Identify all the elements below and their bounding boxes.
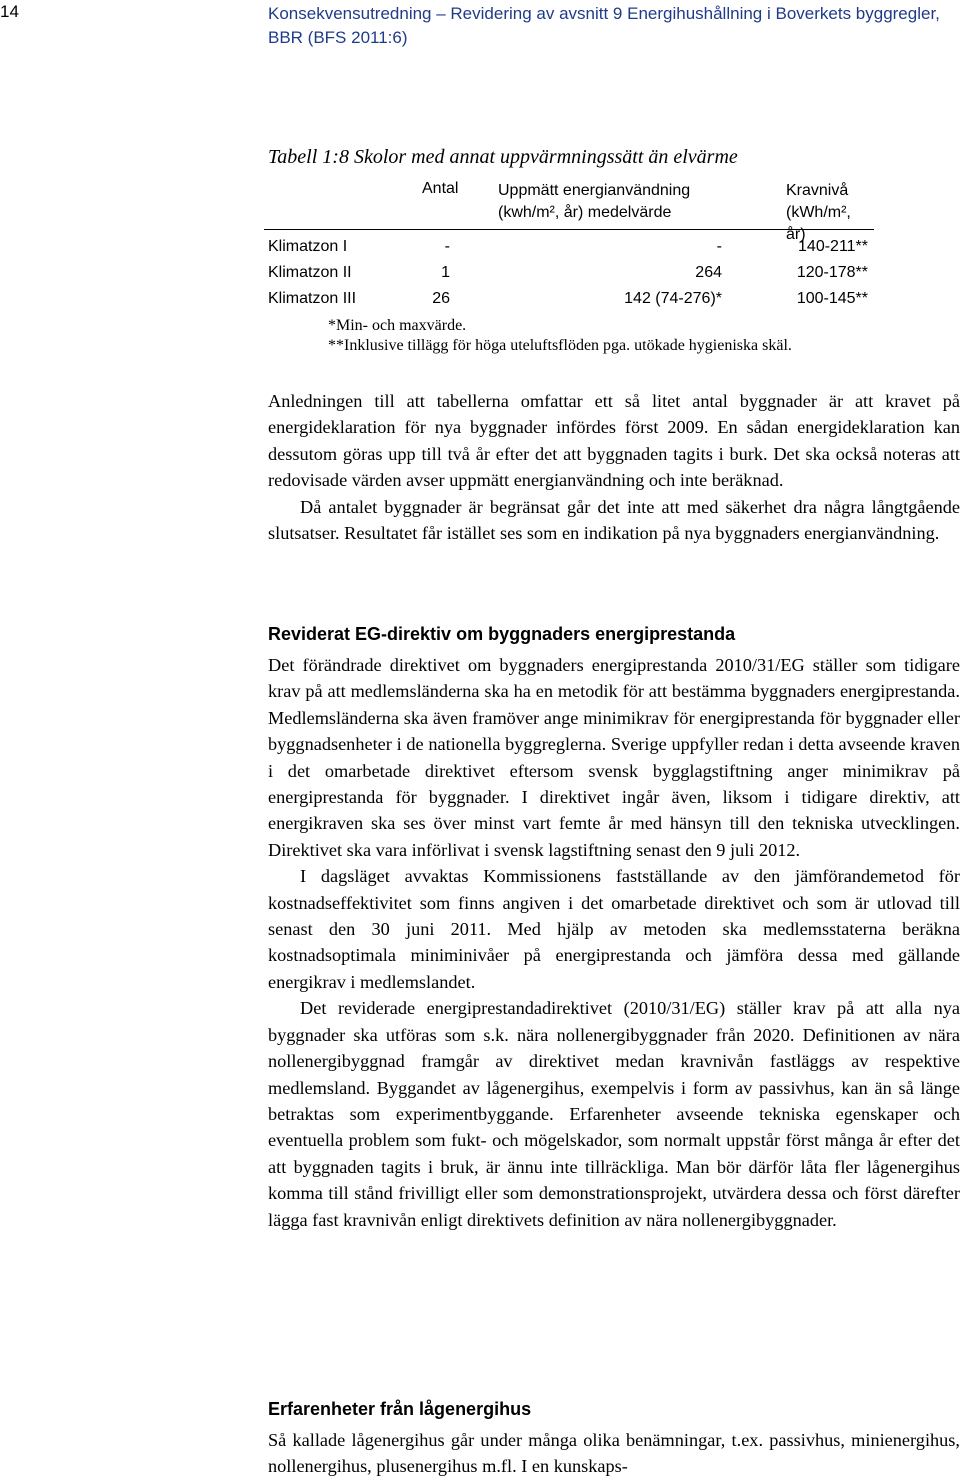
paragraph: Så kallade lågenergihus går under många olika benämningar, t.ex. passivhus, minienergihus, nollenergihus, plusenergihus m.fl. I en kunskaps- xyxy=(268,1430,960,1477)
row-kravniva: 100-145** xyxy=(796,290,868,307)
section-heading: Reviderat EG-direktiv om byggnaders energiprestanda xyxy=(268,624,736,644)
body-section-2 xyxy=(268,652,960,1233)
row-antal: 26 xyxy=(432,290,450,307)
column-header-kravniva-line-2: (kWh/m², år) xyxy=(786,204,851,243)
row-uppmatt: - xyxy=(716,238,722,255)
row-antal: 1 xyxy=(441,264,450,281)
running-head-line-1: Konsekvensutredning – Revidering av avsnitt 9 Energihushållning i Boverkets byggregler, xyxy=(268,4,940,23)
column-header-uppmatt-line-1: Uppmätt energianvändning xyxy=(498,182,691,199)
row-kravniva: 120-178** xyxy=(796,264,868,281)
table-row xyxy=(264,238,874,264)
column-header-uppmatt xyxy=(498,180,690,224)
row-label: Klimatzon II xyxy=(268,264,352,281)
running-head xyxy=(268,2,948,50)
row-label: Klimatzon III xyxy=(268,290,357,307)
table-row xyxy=(264,264,874,290)
paragraph: Det reviderade energiprestandadirektivet (2010/31/EG) ställer krav på att alla nya byggnader ska utföras som s.k. nära nollenergibyggnader från 2020. Definitionen av nära nollenergibyggnad framgår av direktivet medan kravnivån fastläggs av respektive medlemsland. Byggandet av lågenergihus, exempelvis i form av passivhus, kan än så länge betraktas som experimentbyggande. Erfarenheter avseende tekniska egenskaper och eventuella problem som fukt- och mögelskador, som normalt uppstår först många år efter det att byggnaden tagits i bruk, är ännu inte tillräckliga. Man bör därför låta fler lågenergihus komma till stånd frivilligt eller som demonstrationsprojekt, utvärdera dessa och först därefter lägga fast kravnivån enligt direktivets definition av nära nollenergibyggnader. xyxy=(268,998,960,1230)
paragraph: Det förändrade direktivet om byggnaders energiprestanda 2010/31/EG ställer som tidigare krav på att medlemsländerna ska ha en metodik för att bestämma byggnaders energiprestanda. Medlemsländerna ska även framöver ange minimikrav för energiprestanda för byggnader eller byggnadsenheter i de nationella byggreglerna. Sverige uppfyller redan i detta avseende kraven i det omarbetade direktivet eftersom svensk bygglagstiftning anger minimikrav på energiprestanda för byggnader. I direktivet ingår även, liksom i tidigare direktiv, att energikraven ska ses över minst vart femte år med hänsyn till den tekniska utvecklingen. Direktivet ska vara införlivat i svensk lagstiftning senast den 9 juli 2012. xyxy=(268,655,960,860)
column-header-antal: Antal xyxy=(422,180,459,197)
section-heading: Erfarenheter från lågenergihus xyxy=(268,1399,532,1419)
body-section-1 xyxy=(268,388,960,546)
footnote-inklusive: **Inklusive tillägg för höga uteluftsflöden pga. utökade hygieniska skäl. xyxy=(328,337,792,354)
row-antal: - xyxy=(444,238,450,255)
paragraph: I dagsläget avvaktas Kommissionens fastställande av den jämförandemetod för kostnadseffektivitet som finns angiven i det omarbetade direktivet och som är utlovad till senast den 30 juni 2011. Med hjälp av metoden ska medlemsstaterna beräkna kostnadsoptimala miniminivåer på energiprestanda och jämföra dessa med gällande energikrav i medlemslandet. xyxy=(268,866,960,992)
table-footnotes xyxy=(328,316,792,356)
page-number: 14 xyxy=(0,2,19,21)
row-kravniva: 140-211** xyxy=(798,238,868,255)
column-header-uppmatt-line-2: (kwh/m², år) medelvärde xyxy=(498,204,672,221)
row-label: Klimatzon I xyxy=(268,238,348,255)
paragraph: Då antalet byggnader är begränsat går det inte att med säkerhet dra några långtgående slutsatser. Resultatet får istället ses som en indikation på nya byggnaders energianvändning. xyxy=(268,496,960,544)
footnote-min-max: *Min- och maxvärde. xyxy=(328,317,467,334)
body-section-3 xyxy=(268,1427,960,1480)
table-caption: Tabell 1:8 Skolor med annat uppvärmningssätt än elvärme xyxy=(268,146,738,168)
table-row xyxy=(264,290,874,316)
column-header-kravniva xyxy=(786,180,874,246)
row-uppmatt: 142 (74-276)* xyxy=(624,290,722,307)
column-header-kravniva-line-1: Kravnivå xyxy=(786,182,849,199)
running-head-line-2: BBR (BFS 2011:6) xyxy=(268,28,408,47)
table-header-rule xyxy=(264,229,874,230)
paragraph: Anledningen till att tabellerna omfattar ett så litet antal byggnader är att kravet på energideklaration för nya byggnader infördes först 2009. En sådan energideklaration kan dessutom göras upp till två år efter det att byggnaden tagits i burk. Det ska också noteras att redovisade värden avser uppmätt energianvändning och inte beräknad. xyxy=(268,391,960,491)
row-uppmatt: 264 xyxy=(695,264,722,281)
